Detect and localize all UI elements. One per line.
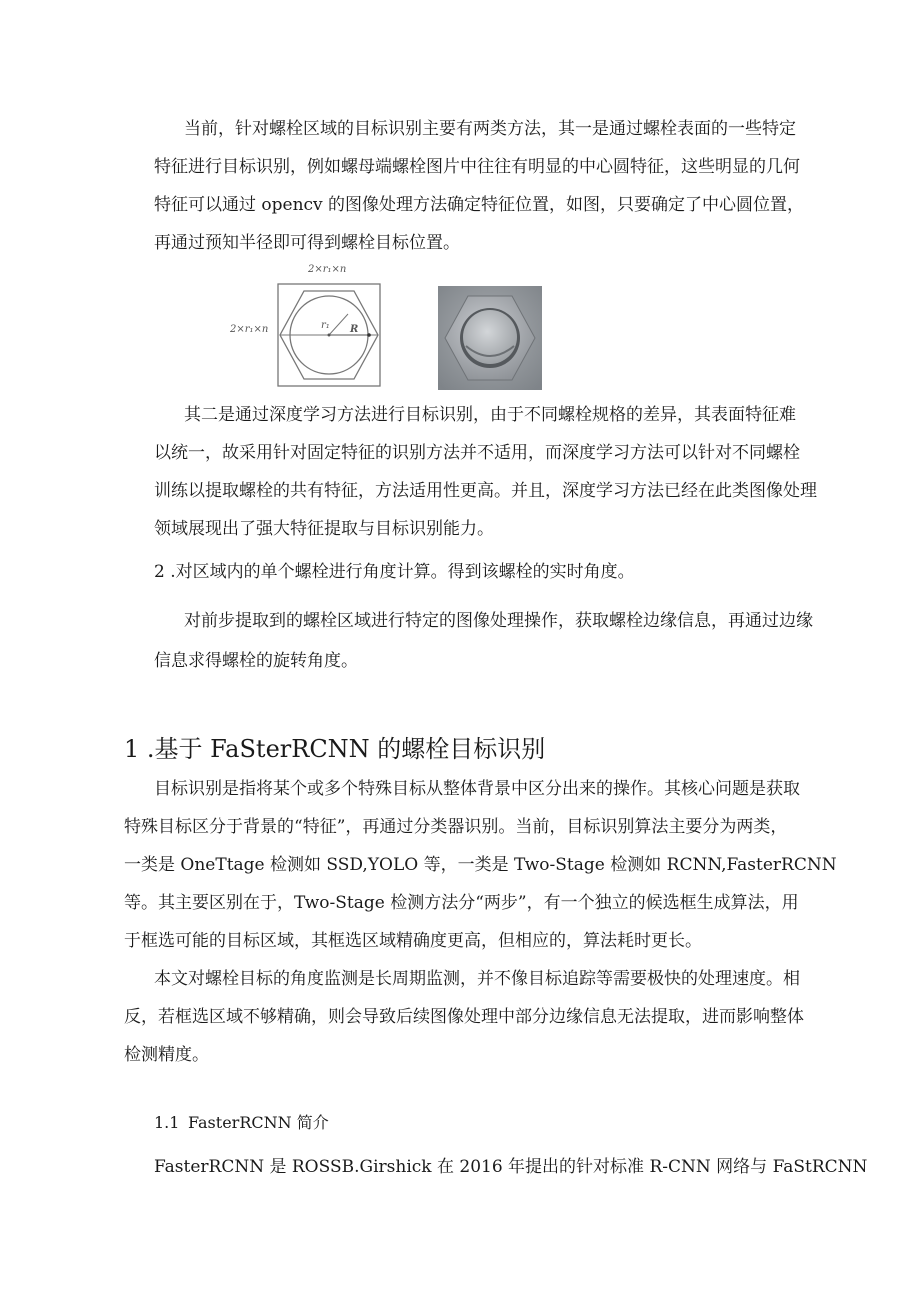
paragraph-2-line-3: 训练以提取螺栓的共有特征，方法适用性更高。并且，深度学习方法已经在此类图像处理 <box>154 481 817 501</box>
paragraph-1-line-2: 特征进行目标识别，例如螺母端螺栓图片中往往有明显的中心圆特征，这些明显的几何 <box>154 157 800 177</box>
paragraph-4-line-4: 等。其主要区别在于，Two-Stage 检测方法分“两步”，有一个独立的候选框生成算法，用 <box>124 893 799 913</box>
section-heading-1: 1 .基于 FaSterRCNN 的螺栓目标识别 <box>124 735 546 763</box>
hex-nut-schematic <box>228 262 388 390</box>
diagram-left-label: 2×r₁×n <box>230 324 269 335</box>
paragraph-4-line-3: 一类是 OneTtage 检测如 SSD,YOLO 等，一类是 Two-Stage 检测如 RCNN,FasterRCNN <box>124 855 837 875</box>
diagram-radius-small-label: r₁ <box>321 320 330 331</box>
paragraph-2-line-4: 领域展现出了强大特征提取与目标识别能力。 <box>154 519 494 539</box>
bolt-photo <box>438 286 542 390</box>
paragraph-1-line-3: 特征可以通过 opencv 的图像处理方法确定特征位置，如图，只要确定了中心圆位置， <box>154 195 805 215</box>
paragraph-1-line-4: 再通过预知半径即可得到螺栓目标位置。 <box>154 233 460 253</box>
subsection-heading-1-1 <box>154 1112 329 1134</box>
diagram-top-label: 2×r₁×n <box>308 264 347 275</box>
paragraph-5-line-1: 本文对螺栓目标的角度监测是长周期监测，并不像目标追踪等需要极快的处理速度。相 <box>154 969 800 989</box>
paragraph-1-line-1: 当前，针对螺栓区域的目标识别主要有两类方法，其一是通过螺栓表面的一些特定 <box>184 119 796 139</box>
paragraph-4-line-2: 特殊目标区分于背景的“特征”，再通过分类器识别。当前，目标识别算法主要分为两类， <box>124 817 788 837</box>
diagram-radius-large-label: R <box>350 324 359 335</box>
subsection-title: FasterRCNN 简介 <box>188 1113 329 1132</box>
bolt-photo-image <box>438 286 542 390</box>
numbered-item-2: 2 .对区域内的单个螺栓进行角度计算。得到该螺栓的实时角度。 <box>154 562 635 582</box>
hex-nut-diagram <box>228 262 388 390</box>
paragraph-4-line-5: 于框选可能的目标区域，其框选区域精确度更高，但相应的，算法耗时更长。 <box>124 931 702 951</box>
paragraph-4-line-1: 目标识别是指将某个或多个特殊目标从整体背景中区分出来的操作。其核心问题是获取 <box>154 779 800 799</box>
paragraph-6-line-1: FasterRCNN 是 ROSSB.Girshick 在 2016 年提出的针对标准 R-CNN 网络与 FaStRCNN <box>154 1157 868 1177</box>
paragraph-5-line-3: 检测精度。 <box>124 1045 209 1065</box>
paragraph-5-line-2: 反，若框选区域不够精确，则会导致后续图像处理中部分边缘信息无法提取，进而影响整体 <box>124 1007 804 1027</box>
paragraph-3-line-2: 信息求得螺栓的旋转角度。 <box>154 651 358 671</box>
paragraph-2-line-2: 以统一，故采用针对固定特征的识别方法并不适用，而深度学习方法可以针对不同螺栓 <box>154 443 800 463</box>
paragraph-2-line-1: 其二是通过深度学习方法进行目标识别，由于不同螺栓规格的差异，其表面特征难 <box>184 405 796 425</box>
subsection-number: 1.1 <box>154 1113 180 1132</box>
paragraph-3-line-1: 对前步提取到的螺栓区域进行特定的图像处理操作，获取螺栓边缘信息，再通过边缘 <box>184 611 813 631</box>
